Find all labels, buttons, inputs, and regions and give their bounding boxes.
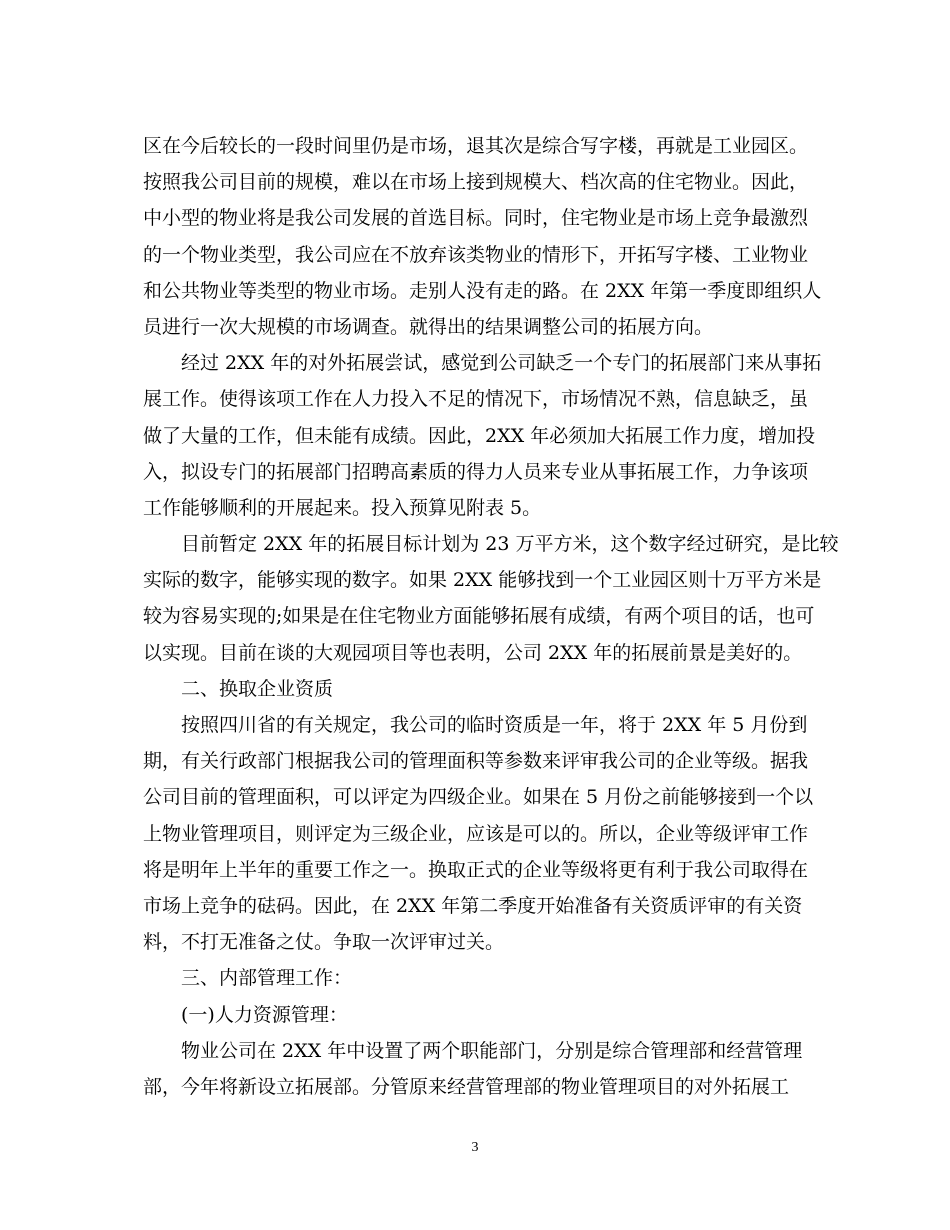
text-line-14: 较为容易实现的;如果是在住宅物业方面能够拓展有成绩，有两个项目的话，也可	[143, 605, 815, 628]
text-line-26: 物业公司在 2XX 年中设置了两个职能部门，分别是综合管理部和经营管理	[181, 1039, 803, 1062]
document-body	[143, 128, 839, 1105]
text-line-8: 展工作。使得该项工作在人力投入不足的情况下，市场情况不熟，信息缺乏，虽	[143, 388, 809, 411]
text-line-6: 员进行一次大规模的市场调查。就得出的结果调整公司的拓展方向。	[143, 315, 714, 338]
text-line-1: 区在今后较长的一段时间里仍是市场，退其次是综合写字楼，再就是工业园区。	[143, 135, 809, 157]
text-line-22: 市场上竞争的砝码。因此，在 2XX 年第二季度开始准备有关资质评审的有关资	[143, 894, 803, 917]
text-line-9: 做了大量的工作，但未能有成绩。因此，2XX 年必须加大拓展工作力度，增加投	[143, 424, 816, 447]
text-line-18: 期，有关行政部门根据我公司的管理面积等参数来评审我公司的企业等级。据我	[143, 750, 809, 773]
text-line-21: 将是明年上半年的重要工作之一。换取正式的企业等级将更有利于我公司取得在	[143, 858, 809, 881]
text-line-20: 上物业管理项目，则评定为三级企业，应该是可以的。所以，企业等级评审工作	[143, 822, 809, 845]
text-line-5: 和公共物业等类型的物业市场。走别人没有走的路。在 2XX 年第一季度即组织人	[143, 279, 822, 302]
text-line-10: 入，拟设专门的拓展部门招聘高素质的得力人员来专业从事拓展工作，力争该项	[143, 460, 809, 483]
text-line-2: 按照我公司目前的规模，难以在市场上接到规模大、档次高的住宅物业。因此，	[143, 171, 809, 194]
subsection-heading-human-resources: (一)人力资源管理：	[181, 1003, 348, 1026]
text-line-13: 实际的数字，能够实现的数字。如果 2XX 能够找到一个工业园区则十万平方米是	[143, 569, 822, 592]
text-line-12: 目前暂定 2XX 年的拓展目标计划为 23 万平方米，这个数字经过研究，是比较	[181, 533, 839, 556]
text-line-27: 部，今年将新设立拓展部。分管原来经营管理部的物业管理项目的对外拓展工	[143, 1075, 790, 1098]
text-line-11: 工作能够顺利的开展起来。投入预算见附表 5。	[143, 496, 542, 519]
text-line-19: 公司目前的管理面积，可以评定为四级企业。如果在 5 月份之前能够接到一个以	[143, 786, 814, 809]
text-line-4: 的一个物业类型，我公司应在不放弃该类物业的情形下，开拓写字楼、工业物业	[143, 243, 809, 266]
text-line-23: 料，不打无准备之仗。争取一次评审过关。	[143, 931, 505, 954]
text-line-17: 按照四川省的有关规定，我公司的临时资质是一年，将于 2XX 年 5 月份到	[181, 714, 808, 736]
page-number: 3	[471, 1140, 479, 1155]
section-heading-internal-management: 三、内部管理工作：	[181, 967, 353, 990]
text-line-3: 中小型的物业将是我公司发展的首选目标。同时，住宅物业是市场上竞争最激烈	[143, 207, 809, 230]
section-heading-qualification: 二、换取企业资质	[181, 677, 334, 700]
text-line-15: 以实现。目前在谈的大观园项目等也表明，公司 2XX 年的拓展前景是美好的。	[143, 641, 803, 664]
text-line-7: 经过 2XX 年的对外拓展尝试，感觉到公司缺乏一个专门的拓展部门来从事拓	[181, 352, 822, 375]
